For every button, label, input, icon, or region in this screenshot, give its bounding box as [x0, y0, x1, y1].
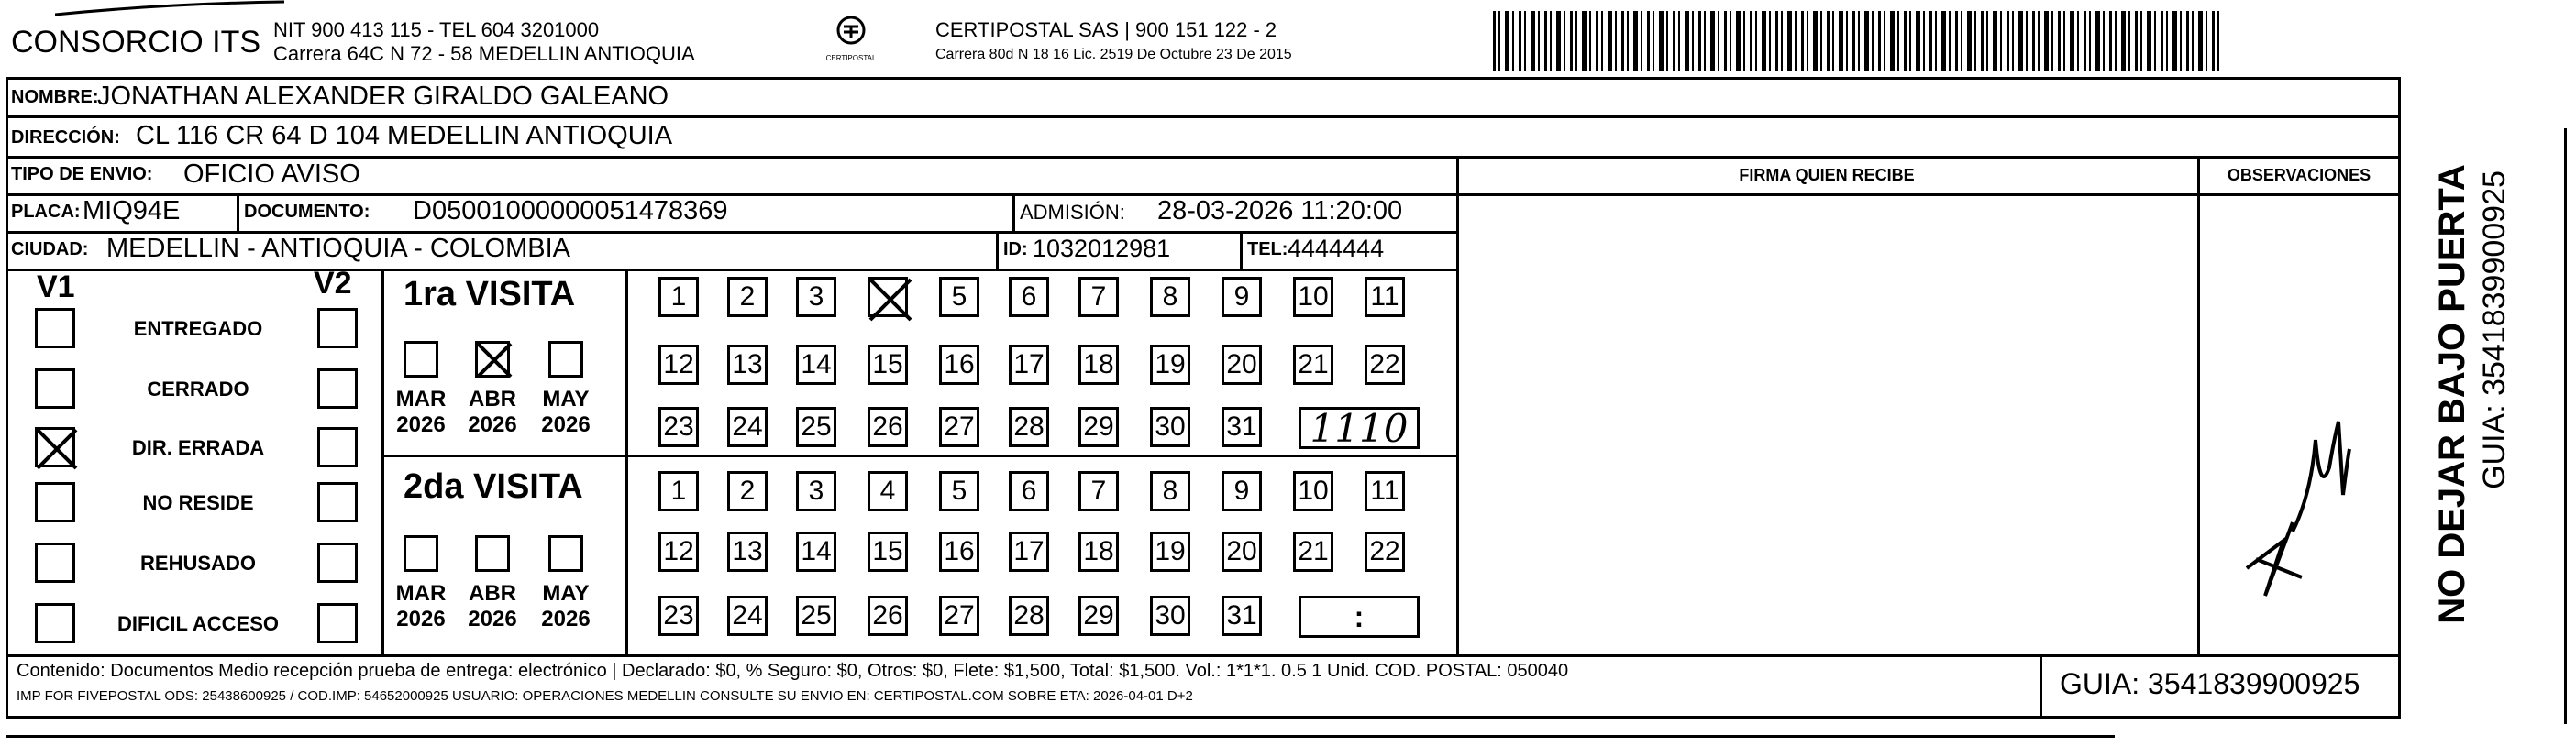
- day-box[interactable]: 16: [939, 532, 979, 572]
- day-box[interactable]: 2: [727, 471, 768, 511]
- visit-time-field[interactable]: :: [1299, 596, 1420, 638]
- month-label: MAR: [395, 581, 447, 606]
- day-box[interactable]: 12: [658, 532, 699, 572]
- footer-guia: GUIA: 3541839900925: [2060, 667, 2360, 700]
- direccion-value: CL 116 CR 64 D 104 MEDELLIN ANTIOQUIA: [136, 121, 673, 150]
- day-box[interactable]: 8: [1150, 277, 1190, 317]
- v1-label: V1: [37, 269, 75, 304]
- day-box[interactable]: 25: [796, 596, 836, 636]
- day-box[interactable]: 26: [868, 596, 908, 636]
- tel-label: TEL:: [1247, 239, 1288, 259]
- day-box[interactable]: 21: [1293, 532, 1333, 572]
- year-label: 2026: [468, 412, 517, 437]
- day-box[interactable]: 5: [939, 471, 979, 511]
- x-mark-icon: [474, 340, 514, 380]
- top-scan-stroke: [55, 0, 293, 18]
- status-option-label: DIR. ERRADA: [131, 436, 265, 459]
- month-checkbox[interactable]: [475, 535, 510, 572]
- visit1-title: 1ra VISITA: [404, 275, 576, 313]
- visit-time-field[interactable]: 1110: [1299, 407, 1420, 449]
- col-line: [237, 193, 239, 231]
- status-v1-checkbox[interactable]: [35, 308, 75, 348]
- status-option-label: CERRADO: [147, 378, 249, 400]
- logo-text: CERTIPOSTAL: [825, 54, 877, 62]
- col-line: [996, 231, 999, 269]
- barcode: [1493, 11, 2219, 71]
- admision-label: ADMISIÓN:: [1020, 201, 1125, 224]
- visit-divider: [381, 455, 1456, 457]
- status-v1-checkbox[interactable]: [35, 482, 75, 522]
- col-line: [381, 269, 384, 654]
- day-box[interactable]: 1: [658, 471, 699, 511]
- day-box[interactable]: 23: [658, 407, 699, 447]
- status-option-label: NO RESIDE: [142, 491, 254, 514]
- nombre-label: NOMBRE:: [11, 87, 99, 107]
- status-v2-checkbox[interactable]: [317, 482, 358, 522]
- carrier-address: Carrera 80d N 18 16 Lic. 2519 De Octubre 23 De 2015: [935, 47, 1292, 62]
- documento-value: D05001000000051478369: [413, 196, 728, 225]
- certipostal-logo: [814, 15, 888, 62]
- v2-label: V2: [314, 266, 352, 301]
- day-box[interactable]: 7: [1078, 471, 1119, 511]
- col-line: [2040, 654, 2042, 719]
- day-box[interactable]: 30: [1150, 596, 1190, 636]
- status-option-label: ENTREGADO: [133, 317, 263, 340]
- month-checkbox[interactable]: [404, 341, 438, 378]
- day-box[interactable]: 24: [727, 596, 768, 636]
- firma-label: FIRMA QUIEN RECIBE: [1739, 166, 1915, 184]
- day-box[interactable]: 15: [868, 532, 908, 572]
- id-value: 1032012981: [1033, 235, 1171, 262]
- year-label: 2026: [541, 412, 591, 437]
- status-v2-checkbox[interactable]: [317, 603, 358, 643]
- month-checkbox[interactable]: [548, 535, 583, 572]
- day-box[interactable]: 27: [939, 407, 979, 447]
- bottom-scan-line: [6, 735, 2115, 738]
- day-box[interactable]: 3: [796, 277, 836, 317]
- month-label: MAY: [542, 581, 590, 606]
- placa-label: PLACA:: [11, 202, 81, 222]
- day-box[interactable]: 21: [1293, 345, 1333, 385]
- day-box[interactable]: 26: [868, 407, 908, 447]
- status-v1-checkbox[interactable]: [35, 427, 75, 467]
- direccion-label: DIRECCIÓN:: [11, 127, 120, 148]
- sender-address: Carrera 64C N 72 - 58 MEDELLIN ANTIOQUIA: [273, 42, 695, 65]
- day-box[interactable]: 17: [1009, 345, 1049, 385]
- day-box[interactable]: 6: [1009, 277, 1049, 317]
- row-line: [6, 269, 1456, 271]
- col-line: [625, 269, 628, 654]
- id-label: ID:: [1003, 239, 1028, 259]
- day-box[interactable]: 4: [868, 471, 908, 511]
- day-box[interactable]: 28: [1009, 407, 1049, 447]
- visit2-title: 2da VISITA: [404, 467, 583, 506]
- day-box[interactable]: 11: [1365, 277, 1405, 317]
- day-box[interactable]: 16: [939, 345, 979, 385]
- ciudad-value: MEDELLIN - ANTIOQUIA - COLOMBIA: [106, 234, 570, 263]
- day-box[interactable]: 28: [1009, 596, 1049, 636]
- month-checkbox[interactable]: [404, 535, 438, 572]
- day-box[interactable]: 24: [727, 407, 768, 447]
- day-box[interactable]: 31: [1222, 596, 1262, 636]
- documento-label: DOCUMENTO:: [244, 202, 370, 222]
- footer-contenido: Contenido: Documentos Medio recepción prueba de entrega: electrónico | Declarado: $0, % Seguro: $0, Otros: $0, Flete: $1,500, Total: $1,500. Vol.: 1*1*1. 0.5 1 Unid. COD. POSTAL: 050040: [17, 661, 1569, 681]
- day-box[interactable]: 3: [796, 471, 836, 511]
- day-box[interactable]: 8: [1150, 471, 1190, 511]
- day-box[interactable]: 10: [1293, 471, 1333, 511]
- month-label: ABR: [469, 581, 516, 606]
- month-label: MAY: [542, 387, 590, 411]
- nombre-value: JONATHAN ALEXANDER GIRALDO GALEANO: [97, 82, 669, 111]
- year-label: 2026: [468, 607, 517, 631]
- sender-nit: NIT 900 413 115 - TEL 604 3201000: [273, 18, 600, 41]
- status-v2-checkbox[interactable]: [317, 427, 358, 467]
- day-box[interactable]: 10: [1293, 277, 1333, 317]
- day-box[interactable]: 22: [1365, 532, 1405, 572]
- year-label: 2026: [396, 412, 446, 437]
- day-box[interactable]: 9: [1222, 277, 1262, 317]
- day-box[interactable]: 13: [727, 345, 768, 385]
- side-warning: NO DEJAR BAJO PUERTA: [2432, 164, 2472, 624]
- day-box[interactable]: 15: [868, 345, 908, 385]
- tipo-label: TIPO DE ENVIO:: [11, 164, 153, 184]
- row-line: [6, 156, 2401, 159]
- status-v2-checkbox[interactable]: [317, 543, 358, 583]
- month-checkbox[interactable]: [475, 341, 510, 378]
- day-box[interactable]: 11: [1365, 471, 1405, 511]
- placa-value: MIQ94E: [83, 196, 181, 225]
- right-scan-line: [2564, 128, 2567, 724]
- observaciones-label: OBSERVACIONES: [2227, 166, 2371, 184]
- day-box[interactable]: [868, 277, 908, 317]
- month-checkbox[interactable]: [548, 341, 583, 378]
- col-line: [1456, 156, 1459, 654]
- x-mark-icon: [867, 276, 914, 324]
- status-option-label: REHUSADO: [140, 552, 256, 575]
- day-box[interactable]: 7: [1078, 277, 1119, 317]
- day-box[interactable]: 29: [1078, 596, 1119, 636]
- day-box[interactable]: 27: [939, 596, 979, 636]
- tipo-value: OFICIO AVISO: [183, 159, 360, 189]
- month-label: MAR: [395, 387, 447, 411]
- day-box[interactable]: 20: [1222, 345, 1262, 385]
- day-box[interactable]: 1: [658, 277, 699, 317]
- day-box[interactable]: 20: [1222, 532, 1262, 572]
- status-v1-checkbox[interactable]: [35, 368, 75, 409]
- status-option-label: DIFICIL ACCESO: [116, 612, 279, 635]
- day-box[interactable]: 13: [727, 532, 768, 572]
- status-v1-checkbox[interactable]: [35, 603, 75, 643]
- day-box[interactable]: 17: [1009, 532, 1049, 572]
- row-line: [6, 115, 2401, 118]
- day-box[interactable]: 12: [658, 345, 699, 385]
- day-box[interactable]: 31: [1222, 407, 1262, 447]
- day-box[interactable]: 19: [1150, 532, 1190, 572]
- day-box[interactable]: 18: [1078, 345, 1119, 385]
- handwritten-signature: [2228, 385, 2357, 605]
- day-box[interactable]: 19: [1150, 345, 1190, 385]
- year-label: 2026: [541, 607, 591, 631]
- day-box[interactable]: 6: [1009, 471, 1049, 511]
- tel-value: 4444444: [1288, 235, 1385, 262]
- day-box[interactable]: 14: [796, 345, 836, 385]
- side-guia: GUIA: 3541839900925: [2477, 170, 2512, 489]
- day-box[interactable]: 2: [727, 277, 768, 317]
- certipostal-logo-icon: [814, 15, 888, 46]
- admision-value: 28-03-2026 11:20:00: [1157, 196, 1403, 225]
- year-label: 2026: [396, 607, 446, 631]
- day-box[interactable]: 22: [1365, 345, 1405, 385]
- day-box[interactable]: 25: [796, 407, 836, 447]
- day-box[interactable]: 23: [658, 596, 699, 636]
- col-line: [2197, 156, 2200, 654]
- footer-imp: IMP FOR FIVEPOSTAL ODS: 25438600925 / COD.IMP: 54652000925 USUARIO: OPERACIONES MEDELLIN CONSULTE SU ENVIO EN: CERTIPOSTAL.COM SOBRE ETA: 2026-04-01 D+2: [17, 688, 1193, 704]
- x-mark-icon: [34, 426, 80, 472]
- status-v2-checkbox[interactable]: [317, 368, 358, 409]
- day-box[interactable]: 9: [1222, 471, 1262, 511]
- carrier-name: CERTIPOSTAL SAS | 900 151 122 - 2: [935, 18, 1277, 41]
- day-box[interactable]: 5: [939, 277, 979, 317]
- status-v1-checkbox[interactable]: [35, 543, 75, 583]
- sender-name: CONSORCIO ITS: [11, 25, 261, 60]
- day-box[interactable]: 30: [1150, 407, 1190, 447]
- day-box[interactable]: 18: [1078, 532, 1119, 572]
- day-box[interactable]: 29: [1078, 407, 1119, 447]
- status-v2-checkbox[interactable]: [317, 308, 358, 348]
- col-line: [1240, 231, 1243, 269]
- day-box[interactable]: 14: [796, 532, 836, 572]
- col-line: [1012, 193, 1015, 231]
- ciudad-label: CIUDAD:: [11, 239, 89, 259]
- month-label: ABR: [469, 387, 516, 411]
